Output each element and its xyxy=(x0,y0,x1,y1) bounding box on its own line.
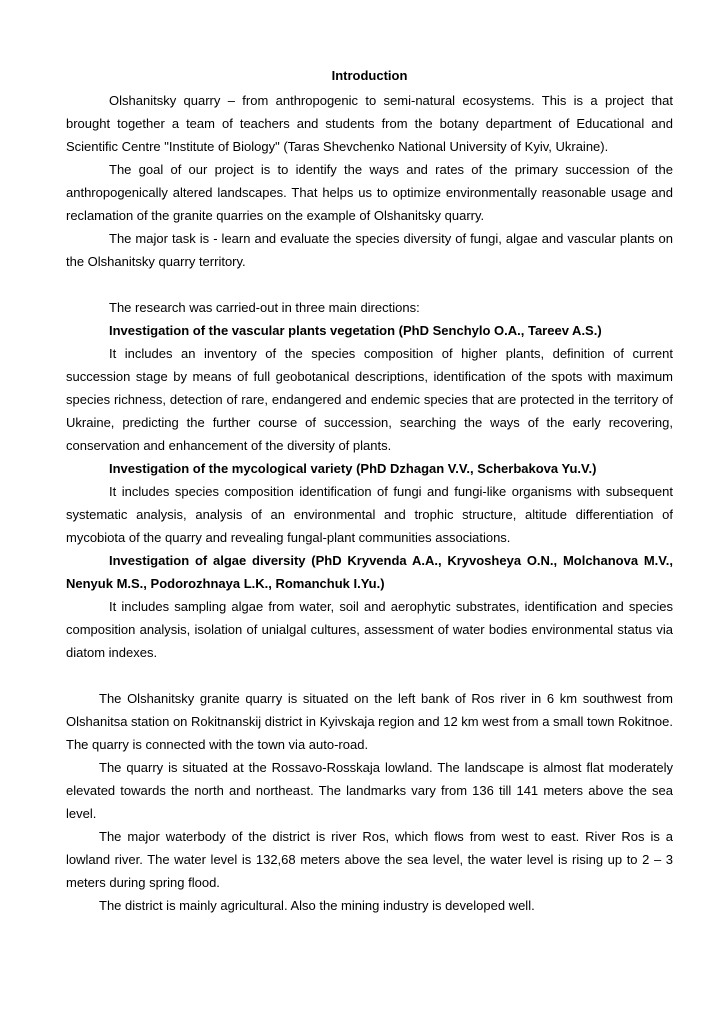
page-title: Introduction xyxy=(331,68,408,83)
location-paragraph-2: The quarry is situated at the Rossavo-Rosskaja lowland. The landscape is almost flat moderately elevated towards the north and northeast. The landmarks vary from 136 till 141 meters above the sea level. xyxy=(66,760,673,821)
direction-2-text: It includes species composition identification of fungi and fungi-like organisms with subsequent systematic analysis, analysis of an environmental and trophic structure, altitude differentiation of mycobiota of the quarry and revealing fungal-plant communities associations. xyxy=(66,484,673,545)
intro-paragraph-1: Olshanitsky quarry – from anthropogenic to semi-natural ecosystems. This is a project that brought together a team of teachers and students from the botany department of Educational and Scientific Centre "Institute of Biology" (Taras Shevchenko National University of Kyiv, Ukraine). xyxy=(66,93,673,154)
direction-3-text: It includes sampling algae from water, soil and aerophytic substrates, identification and species composition analysis, isolation of unialgal cultures, assessment of water bodies environmental status via diatom indexes. xyxy=(66,599,673,660)
direction-1-text: It includes an inventory of the species composition of higher plants, definition of current succession stage by means of full geobotanical descriptions, identification of the spots with maximum species richness, detection of rare, endangered and endemic species that are protected in the territory of Ukraine, predicting the further course of succession, searching the ways of the early recovering, conservation and enhancement of the diversity of plants. xyxy=(66,346,673,453)
section-gap xyxy=(66,664,673,687)
intro-paragraph-3: The major task is - learn and evaluate the species diversity of fungi, algae and vascular plants on the Olshanitsky quarry territory. xyxy=(66,231,673,269)
location-paragraph-4: The district is mainly agricultural. Also the mining industry is developed well. xyxy=(99,898,535,913)
section-gap xyxy=(66,273,673,296)
direction-2-title: Investigation of the mycological variety (PhD Dzhagan V.V., Scherbakova Yu.V.) xyxy=(109,461,597,476)
document-page xyxy=(66,66,673,917)
research-lead: The research was carried-out in three main directions: xyxy=(109,300,420,315)
location-paragraph-3: The major waterbody of the district is river Ros, which flows from west to east. River Ros is a lowland river. The water level is 132,68 meters above the sea level, the water level is rising up to 2 – 3 meters during spring flood. xyxy=(66,829,673,890)
direction-1-title: Investigation of the vascular plants vegetation (PhD Senchylo O.A., Tareev A.S.) xyxy=(109,323,602,338)
intro-paragraph-2: The goal of our project is to identify the ways and rates of the primary succession of the anthropogenically altered landscapes. That helps us to optimize environmentally reasonable usage and reclamation of the granite quarries on the example of Olshanitsky quarry. xyxy=(66,162,673,223)
direction-3-title: Investigation of algae diversity (PhD Kryvenda A.A., Kryvosheya O.N., Molchanova M.V., Nenyuk M.S., Podorozhnaya L.K., Romanchuk I.Yu.) xyxy=(66,553,673,591)
location-paragraph-1: The Olshanitsky granite quarry is situated on the left bank of Ros river in 6 km southwest from Olshanitsa station on Rokitnanskij district in Kyivskaja region and 12 km west from a small town Rokitnoe. The quarry is connected with the town via auto-road. xyxy=(66,691,673,752)
